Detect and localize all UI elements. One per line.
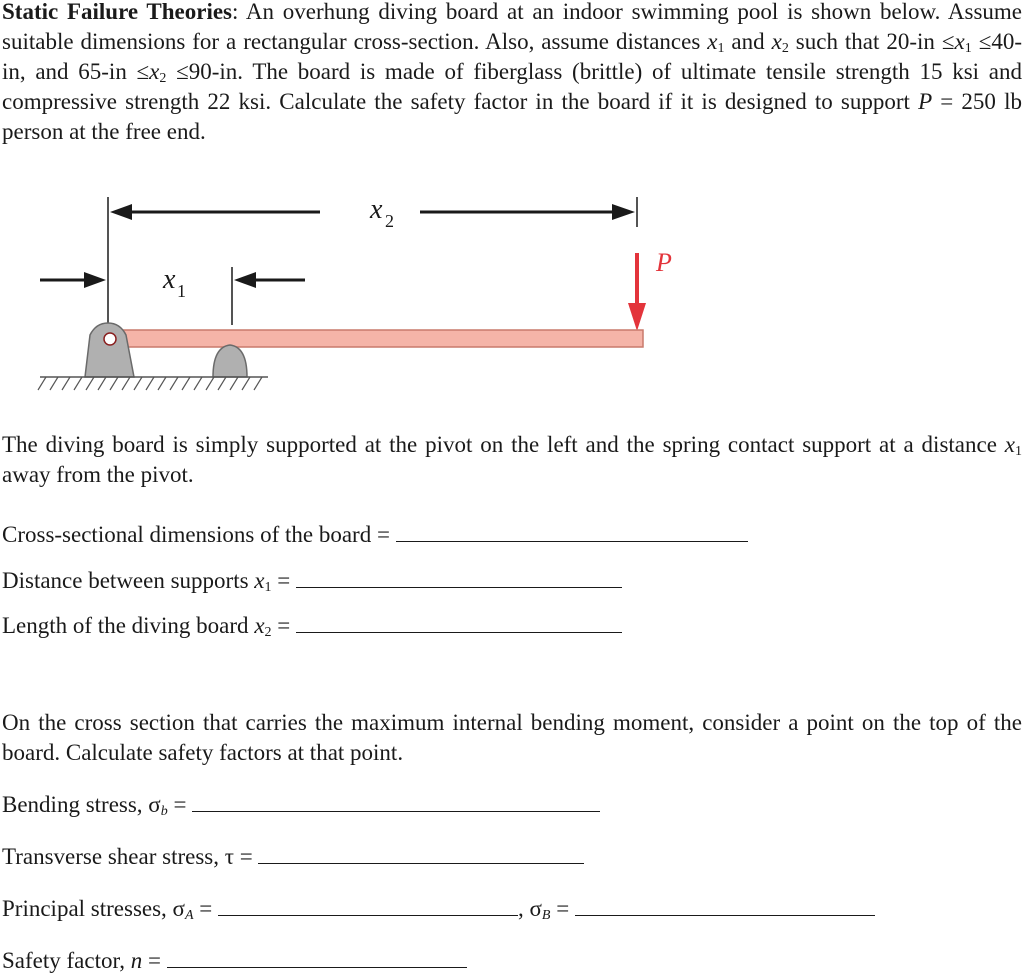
spring-contact-support bbox=[213, 345, 247, 377]
diving-board bbox=[108, 330, 643, 347]
equals: = bbox=[271, 568, 296, 593]
support-text: The diving board is simply supported at the pivot on the left and the spring contact support at a distance bbox=[2, 432, 1005, 457]
bending-stress-line bbox=[2, 790, 600, 820]
length-blank[interactable] bbox=[296, 612, 622, 633]
support-description bbox=[2, 430, 1022, 490]
x1-label-sub: 1 bbox=[177, 281, 186, 301]
pivot-pin bbox=[104, 333, 116, 345]
sigma-b-blank[interactable] bbox=[575, 895, 875, 916]
x2-label-sub: 2 bbox=[385, 211, 394, 231]
sigma-a-blank[interactable] bbox=[218, 895, 518, 916]
sub-B: B bbox=[541, 908, 551, 923]
x1-label: x bbox=[163, 264, 176, 295]
question-2: On the cross section that carries the maximum internal bending moment, consider a point on the top of the board. Calculate safety factors at that point. bbox=[2, 710, 1022, 765]
var-x: x bbox=[254, 568, 265, 593]
var-n: n bbox=[130, 948, 143, 973]
shear-label: Transverse shear stress, τ = bbox=[2, 844, 259, 869]
load-label: P bbox=[656, 248, 672, 277]
x2-left-arrowhead bbox=[110, 204, 132, 220]
sub-A: A bbox=[184, 908, 194, 923]
sub-b: b bbox=[160, 804, 168, 819]
sub: 1 bbox=[964, 41, 972, 56]
sub: 1 bbox=[264, 580, 272, 595]
length-line bbox=[2, 611, 622, 641]
var-x: x bbox=[1004, 432, 1015, 457]
length-label: Length of the diving board bbox=[2, 613, 255, 638]
sub: 2 bbox=[159, 71, 167, 86]
bending-label: Bending stress, σ bbox=[2, 792, 161, 817]
cross-section-blank[interactable] bbox=[396, 521, 748, 542]
var-x: x bbox=[954, 29, 965, 54]
load-arrowhead bbox=[628, 303, 646, 331]
equals: = bbox=[550, 896, 575, 921]
equals: = bbox=[167, 792, 193, 817]
principal-stresses-line bbox=[2, 894, 875, 924]
safety-factor-blank[interactable] bbox=[167, 947, 467, 968]
sub: 1 bbox=[717, 41, 725, 56]
cross-section-label: Cross-sectional dimensions of the board = bbox=[2, 522, 396, 547]
problem-text: = 250 lb person at the free end. bbox=[2, 89, 1022, 144]
problem-text: and bbox=[724, 29, 772, 54]
principal-label: Principal stresses, σ bbox=[2, 896, 185, 921]
diving-board-figure bbox=[0, 185, 680, 405]
var-x: x bbox=[254, 613, 265, 638]
shear-stress-line bbox=[2, 842, 584, 872]
problem-text: such that 20-in ≤ bbox=[788, 29, 955, 54]
equals: = bbox=[193, 896, 219, 921]
var-P: P bbox=[918, 89, 933, 114]
sub: 2 bbox=[264, 625, 272, 640]
problem-text: ≤40-in, and 65-in ≤ bbox=[2, 29, 1022, 84]
equals: = bbox=[142, 948, 167, 973]
bending-stress-blank[interactable] bbox=[192, 791, 600, 812]
var-x: x bbox=[149, 59, 160, 84]
safety-label: Safety factor, bbox=[2, 948, 131, 973]
equals: = bbox=[271, 613, 297, 638]
sub: 1 bbox=[1015, 444, 1022, 459]
x2-right-arrowhead bbox=[612, 204, 635, 220]
problem-text: : An overhung diving board at an indoor swimming pool is shown below. Assume suitable dimensions for a rectangular cross-section. Also, assume distances bbox=[2, 0, 1023, 54]
safety-factor-line bbox=[2, 946, 467, 976]
problem-statement bbox=[2, 0, 1022, 147]
var-x: x bbox=[707, 29, 718, 54]
x1-left-arrowhead bbox=[84, 272, 106, 288]
var-x: x bbox=[771, 29, 782, 54]
distance-blank[interactable] bbox=[296, 567, 622, 588]
x1-right-arrowhead bbox=[234, 272, 256, 288]
distance-line bbox=[2, 566, 622, 596]
sub: 2 bbox=[781, 41, 789, 56]
ground-hatching bbox=[38, 377, 262, 390]
cross-section-line bbox=[2, 520, 748, 550]
sigma-b-label: , σ bbox=[518, 896, 542, 921]
problem-title: Static Failure Theories bbox=[2, 0, 233, 24]
support-text: away from the pivot. bbox=[2, 462, 194, 487]
problem-text: ≤90-in. The board is made of fiberglass (brittle) of ultimate tensile strength 15 ksi and compressive strength 22 ksi. Calculate the safety factor in the board if it is designed to support bbox=[2, 59, 1022, 114]
shear-stress-blank[interactable] bbox=[258, 843, 584, 864]
distance-label: Distance between supports bbox=[2, 568, 255, 593]
x2-label: x bbox=[370, 194, 383, 225]
